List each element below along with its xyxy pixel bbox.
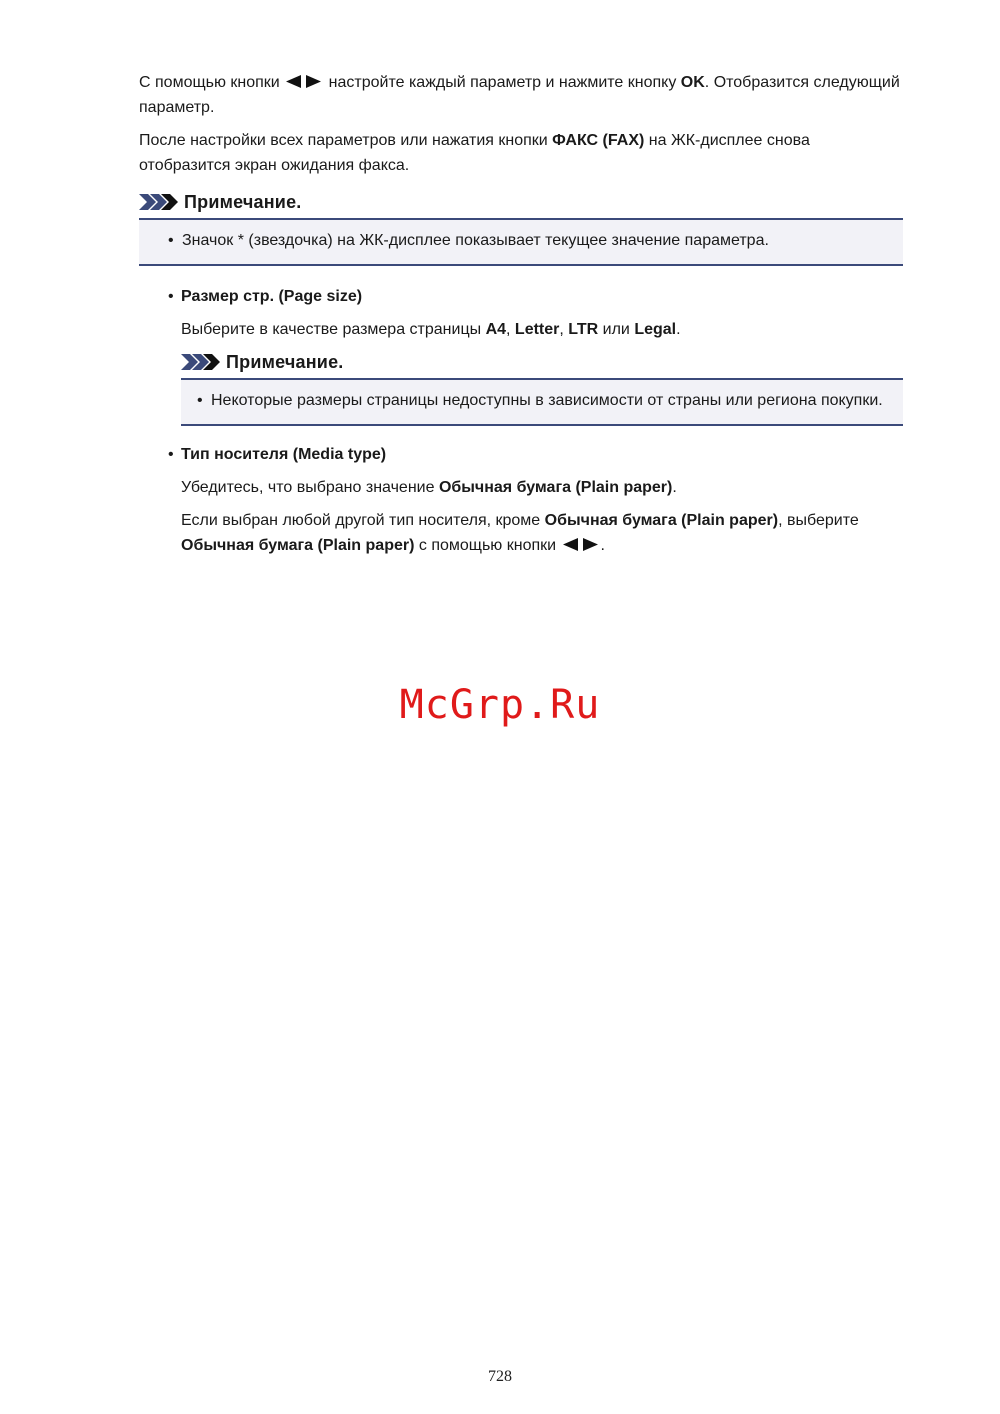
note-title: Примечание. <box>226 351 344 372</box>
left-right-arrows-icon <box>563 538 599 551</box>
left-right-arrows-icon <box>286 75 322 88</box>
note-block-1 <box>139 190 903 266</box>
fax-button-label: ФАКС (FAX) <box>552 132 645 149</box>
intro-paragraph-2: После настройки всех параметров или нажатия кнопки ФАКС (FAX) на ЖК-дисплее снова отобразится экран ожидания факса. <box>139 132 810 174</box>
note-box <box>181 378 903 426</box>
list-item: • Некоторые размеры страницы недоступны в зависимости от страны или региона покупки. <box>181 388 903 413</box>
note-chevrons-icon <box>181 354 221 370</box>
media-type-paragraph-2: Если выбран любой другой тип носителя, кроме Обычная бумага (Plain paper), выберите Обычная бумага (Plain paper) с помощью кнопки . <box>181 512 859 554</box>
note-block-2 <box>181 350 903 426</box>
note-header <box>181 350 903 374</box>
note-chevrons-icon <box>139 194 179 210</box>
section-page-size <box>168 284 903 426</box>
watermark: McGrp.Ru <box>399 682 601 728</box>
note-header <box>139 190 903 214</box>
note-box <box>139 218 903 266</box>
section-title: • Размер стр. (Page size) <box>168 284 903 309</box>
intro-paragraph-1: С помощью кнопки настройте каждый параметр и нажмите кнопку OK. Отобразится следующий параметр. <box>139 74 900 116</box>
bullet-icon: • <box>197 392 203 409</box>
document-content <box>139 70 903 566</box>
page-size-paragraph: Выберите в качестве размера страницы A4, Letter, LTR или Legal. <box>181 321 681 338</box>
section-body <box>181 317 903 426</box>
bullet-icon: • <box>168 446 174 463</box>
bullet-icon: • <box>168 288 174 305</box>
section-title: • Тип носителя (Media type) <box>168 442 903 467</box>
section-media-type <box>168 442 903 558</box>
note-title: Примечание. <box>184 191 302 212</box>
media-type-paragraph-1: Убедитесь, что выбрано значение Обычная бумага (Plain paper). <box>181 479 677 496</box>
ok-button-label: OK <box>680 74 705 91</box>
list-item: • Значок * (звездочка) на ЖК-дисплее показывает текущее значение параметра. <box>139 228 903 253</box>
bullet-icon: • <box>168 232 174 249</box>
page-number: 728 <box>488 1368 512 1385</box>
section-body <box>181 475 903 558</box>
